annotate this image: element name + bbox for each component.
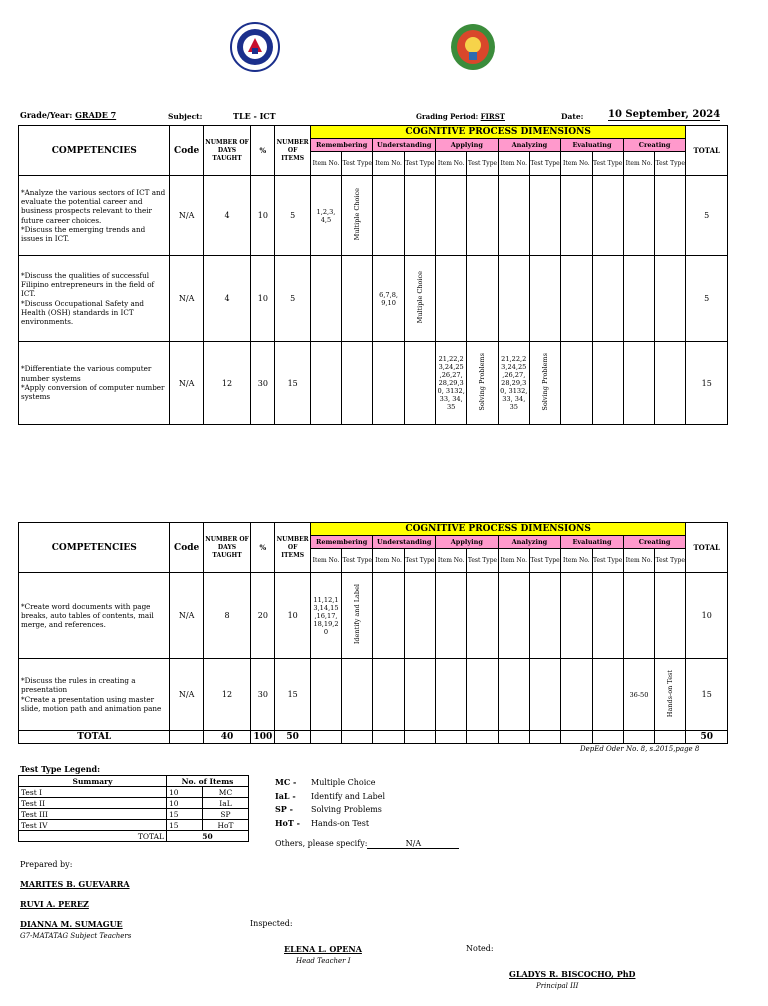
legend-total-label: TOTAL <box>19 831 167 842</box>
app-type-cell: Solving Problems <box>467 342 498 425</box>
items-header: NUMBER OF ITEMS <box>275 126 310 176</box>
legend-row <box>19 798 249 809</box>
pct-cell: 30 <box>251 342 275 425</box>
total-label: TOTAL <box>19 731 170 744</box>
others-specify: Others, please specify: N/A <box>275 839 459 849</box>
code-abbr: HoT - <box>275 817 300 828</box>
ana-type-cell: Solving Problems <box>529 342 560 425</box>
item-no-header: Item No. <box>623 549 654 573</box>
total-cell: 15 <box>686 342 728 425</box>
test-type-header: Test Type <box>342 152 373 176</box>
principal-name: GLADYS R. BISCOCHO, PhD <box>509 969 636 979</box>
items-cell: 5 <box>275 256 310 342</box>
pct-header: % <box>251 126 275 176</box>
school-seal-logo <box>449 22 497 72</box>
tos-table-2 <box>18 522 728 744</box>
table-row <box>19 573 728 659</box>
code-abbr: IaL - <box>275 790 296 801</box>
legend-row <box>19 820 249 831</box>
legend-test: Test I <box>19 787 167 798</box>
days-cell: 8 <box>203 573 250 659</box>
rem-type-cell: Multiple Choice <box>342 176 373 256</box>
competency-text: *Discuss the rules in creating a presentation *Create a presentation using master slide, motion path and animation pane <box>19 659 170 731</box>
legend-count: 15 <box>167 809 203 820</box>
date-label: Date: <box>561 112 584 121</box>
days-cell: 4 <box>203 176 250 256</box>
code-cell: N/A <box>170 176 203 256</box>
level-applying: Applying <box>436 139 499 152</box>
test-type-header: Test Type <box>404 549 435 573</box>
table-row <box>19 659 728 731</box>
code-header: Code <box>170 126 203 176</box>
grand-total: 50 <box>686 731 728 744</box>
item-no-header: Item No. <box>436 152 467 176</box>
items-header: NUMBER OF ITEMS <box>275 523 310 573</box>
level-understanding: Understanding <box>373 536 436 549</box>
pct-cell: 10 <box>251 176 275 256</box>
level-applying: Applying <box>436 536 499 549</box>
legend-row <box>19 787 249 798</box>
test-type-header: Test Type <box>529 549 560 573</box>
ana-items-cell: 21,22,2 3,24,25 ,26,27, 28,29,3 0, 3132, 33, 34, 35 <box>498 342 529 425</box>
teacher-2-name: RUVI A. PEREZ <box>20 899 89 909</box>
legend-items-header: No. of Items <box>167 776 249 787</box>
days-header: NUMBER OF DAYS TAUGHT <box>203 126 250 176</box>
legend-table <box>18 775 249 842</box>
table-row <box>19 342 728 425</box>
test-type-header: Test Type <box>655 549 686 573</box>
item-no-header: Item No. <box>498 152 529 176</box>
level-creating: Creating <box>623 536 686 549</box>
days-cell: 12 <box>203 659 250 731</box>
item-no-header: Item No. <box>623 152 654 176</box>
table-row <box>19 176 728 256</box>
subject-label: Subject: <box>168 112 203 121</box>
items-cell: 10 <box>275 573 310 659</box>
others-value: N/A <box>367 839 459 849</box>
code-abbr: SP - <box>275 804 293 814</box>
rem-items-cell: 1,2,3, 4,5 <box>310 176 341 256</box>
pct-cell: 30 <box>251 659 275 731</box>
und-items-cell: 6,7,8, 9,10 <box>373 256 404 342</box>
item-no-header: Item No. <box>373 152 404 176</box>
test-type-header: Test Type <box>655 152 686 176</box>
legend-count: 10 <box>167 787 203 798</box>
teacher-1-name: MARITES B. GUEVARRA <box>20 879 130 889</box>
pct-cell: 10 <box>251 256 275 342</box>
period-label: Grading Period: FIRST <box>416 112 505 121</box>
test-type-header: Test Type <box>467 549 498 573</box>
competencies-header: COMPETENCIES <box>19 126 170 176</box>
cre-type-cell: Hands-on Test <box>655 659 686 731</box>
total-cell: 15 <box>686 659 728 731</box>
code-cell: N/A <box>170 256 203 342</box>
item-no-header: Item No. <box>310 549 341 573</box>
reference-note: DepEd Oder No. 8, s.2015,page 8 <box>580 745 700 753</box>
principal-role: Principal III <box>536 982 579 990</box>
code-meaning: Solving Problems <box>311 805 382 814</box>
code-cell: N/A <box>170 659 203 731</box>
items-cell: 15 <box>275 659 310 731</box>
level-analyzing: Analyzing <box>498 139 561 152</box>
subject-value: TLE - ICT <box>233 111 276 121</box>
test-type-header: Test Type <box>404 152 435 176</box>
legend-test: Test IV <box>19 820 167 831</box>
rem-type-cell: Identify and Label <box>342 573 373 659</box>
legend-code: SP <box>203 809 249 820</box>
total-days: 40 <box>203 731 250 744</box>
cpd-header: COGNITIVE PROCESS DIMENSIONS <box>310 523 686 536</box>
code-meaning: Identify and Label <box>311 791 386 801</box>
noted-label: Noted: <box>466 944 494 953</box>
legend-code: MC <box>203 787 249 798</box>
table-row <box>19 256 728 342</box>
teacher-3-name: DIANNA M. SUMAGUE <box>20 919 123 929</box>
level-remembering: Remembering <box>310 139 373 152</box>
legend-count: 15 <box>167 820 203 831</box>
test-type-header: Test Type <box>592 152 623 176</box>
days-cell: 12 <box>203 342 250 425</box>
test-type-header: Test Type <box>592 549 623 573</box>
legend-summary-header: Summary <box>19 776 167 787</box>
total-header: TOTAL <box>686 523 728 573</box>
legend-test: Test II <box>19 798 167 809</box>
item-no-header: Item No. <box>561 152 592 176</box>
total-row <box>19 731 728 744</box>
legend-test: Test III <box>19 809 167 820</box>
competency-text: *Differentiate the various computer number systems *Apply conversion of computer number systems <box>19 342 170 425</box>
head-teacher-name: ELENA L. OPENA <box>284 944 362 954</box>
code-cell: N/A <box>170 342 203 425</box>
code-header: Code <box>170 523 203 573</box>
item-no-header: Item No. <box>373 549 404 573</box>
item-no-header: Item No. <box>561 549 592 573</box>
period-value: FIRST <box>480 112 505 121</box>
tos-table-1 <box>18 125 728 425</box>
competencies-header: COMPETENCIES <box>19 523 170 573</box>
level-creating: Creating <box>623 139 686 152</box>
legend-title: Test Type Legend: <box>20 764 101 774</box>
grade-label: Grade/Year: GRADE 7 <box>20 110 117 120</box>
days-header: NUMBER OF DAYS TAUGHT <box>203 523 250 573</box>
level-understanding: Understanding <box>373 139 436 152</box>
code-cell: N/A <box>170 573 203 659</box>
item-no-header: Item No. <box>436 549 467 573</box>
code-meaning: Hands-on Test <box>311 818 370 828</box>
cre-items-cell: 36-50 <box>623 659 654 731</box>
days-cell: 4 <box>203 256 250 342</box>
total-items: 50 <box>275 731 310 744</box>
code-abbreviations <box>275 776 385 830</box>
total-cell: 5 <box>686 256 728 342</box>
item-no-header: Item No. <box>310 152 341 176</box>
cpd-header: COGNITIVE PROCESS DIMENSIONS <box>310 126 686 139</box>
test-type-header: Test Type <box>467 152 498 176</box>
competency-text: *Create word documents with page breaks, auto tables of contents, mail merge, and references. <box>19 573 170 659</box>
pct-header: % <box>251 523 275 573</box>
pct-cell: 20 <box>251 573 275 659</box>
competency-text: *Analyze the various sectors of ICT and evaluate the potential career and business prospects relevant to their future career choices. *Discuss the emerging trends and issues in ICT. <box>19 176 170 256</box>
competency-text: *Discuss the qualities of successful Filipino entrepreneurs in the field of ICT. *Discuss Occupational Safety and Health (OSH) standards in ICT environments. <box>19 256 170 342</box>
deped-seal-logo <box>230 22 280 72</box>
item-no-header: Item No. <box>498 549 529 573</box>
level-evaluating: Evaluating <box>561 139 624 152</box>
legend-count: 10 <box>167 798 203 809</box>
total-cell: 5 <box>686 176 728 256</box>
legend-total-value: 50 <box>167 831 249 842</box>
teachers-role: G7-MATATAG Subject Teachers <box>20 932 132 940</box>
total-cell: 10 <box>686 573 728 659</box>
grade-value: GRADE 7 <box>75 110 117 120</box>
head-teacher-role: Head Teacher I <box>296 957 351 965</box>
items-cell: 5 <box>275 176 310 256</box>
rem-items-cell: 11,12,1 3,14,15 ,16,17, 18,19,2 0 <box>310 573 341 659</box>
legend-row <box>19 809 249 820</box>
app-items-cell: 21,22,2 3,24,25 ,26,27, 28,29,3 0, 3132, 33, 34, 35 <box>436 342 467 425</box>
legend-code: HoT <box>203 820 249 831</box>
code-abbr: MC - <box>275 777 297 787</box>
total-pct: 100 <box>251 731 275 744</box>
test-type-header: Test Type <box>529 152 560 176</box>
total-header: TOTAL <box>686 126 728 176</box>
date-value: 10 September, 2024 <box>608 109 721 120</box>
items-cell: 15 <box>275 342 310 425</box>
code-meaning: Multiple Choice <box>311 778 376 787</box>
inspected-label: Inspected: <box>250 919 293 928</box>
level-remembering: Remembering <box>310 536 373 549</box>
legend-code: IaL <box>203 798 249 809</box>
prepared-label: Prepared by: <box>20 860 73 869</box>
level-evaluating: Evaluating <box>561 536 624 549</box>
level-analyzing: Analyzing <box>498 536 561 549</box>
test-type-header: Test Type <box>342 549 373 573</box>
und-type-cell: Multiple Choice <box>404 256 435 342</box>
